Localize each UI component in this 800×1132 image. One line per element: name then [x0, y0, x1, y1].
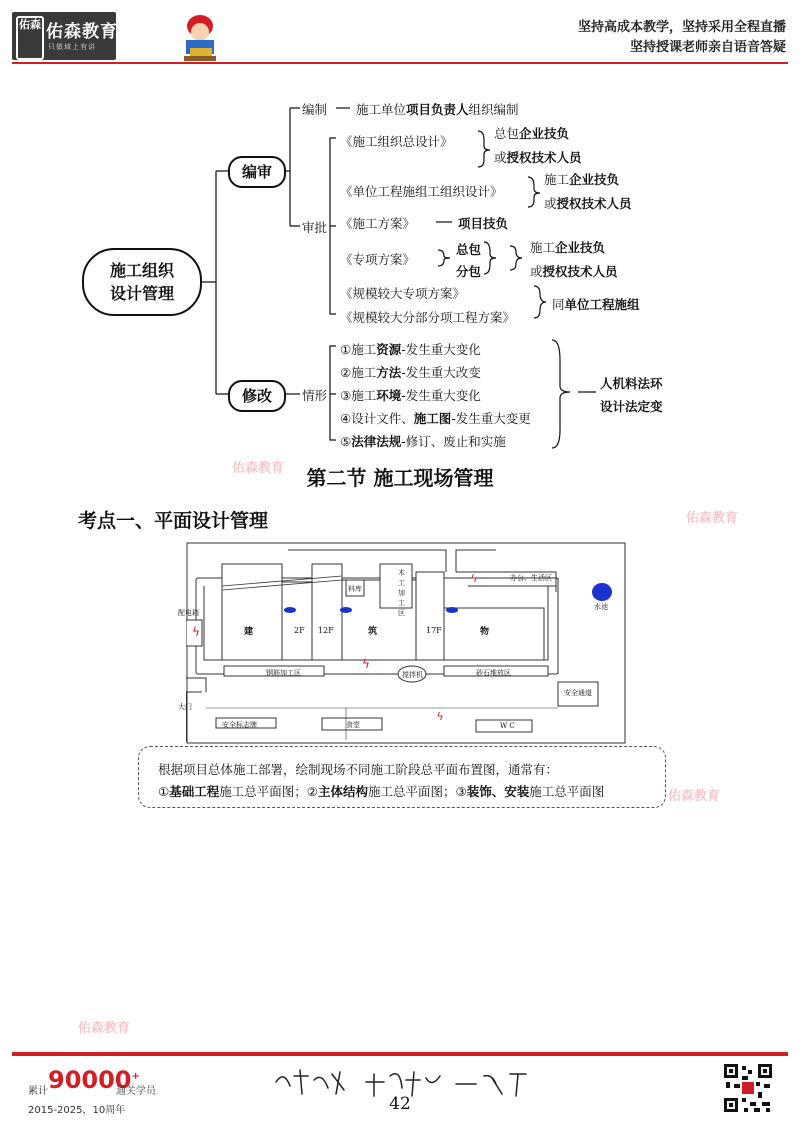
same-as-unit: 同单位工程施组: [552, 297, 640, 312]
stat-prefix: 累计: [28, 1086, 48, 1097]
ud-approver-b: 或授权技术人员: [544, 196, 632, 211]
plan-mixer: 搅拌机: [402, 671, 423, 679]
node-revise: 修改: [228, 380, 286, 412]
situation-3: ③施工环境-发生重大变化: [340, 388, 481, 403]
plan-rebar-shop: 钢筋加工区: [266, 669, 301, 677]
note-line-2: ①基础工程施工总平面图；②主体结构施工总平面图；③装饰、安装施工总平面图: [158, 784, 605, 799]
plan-distribution: 配电箱: [178, 609, 199, 617]
slogan-line-1: 坚持高成本教学，坚持采用全程直播: [577, 20, 786, 35]
qr-code-icon: [722, 1062, 774, 1114]
watermark: 佑森教育: [232, 461, 285, 476]
unit-design: 《单位工程施组工组织设计》: [340, 184, 503, 199]
sp-approver-a: 施工企业技负: [530, 240, 606, 255]
root-line-2: 设计管理: [109, 284, 174, 303]
ud-approver-a: 施工企业技负: [544, 172, 620, 187]
footer-divider: [12, 1052, 788, 1056]
plan-canteen: 食堂: [346, 721, 360, 729]
label-review: 审批: [302, 220, 328, 235]
plan-building-2: 筑: [368, 627, 378, 637]
note-line-1: 根据项目总体施工部署，绘制现场不同施工阶段总平面布置图，通常有：: [158, 762, 559, 777]
stat-suffix: 通关学员: [116, 1086, 156, 1097]
plan-office: 办公、生活区: [510, 574, 552, 582]
special-general: 总包: [456, 242, 482, 257]
label-compile: 编制: [302, 102, 328, 117]
site-plan-diagram: [186, 542, 626, 744]
stat-number: 90000+: [48, 1066, 140, 1094]
situation-2: ②施工方法-发生重大改变: [340, 365, 481, 380]
plan-sand-yard: 砂石堆放区: [476, 669, 511, 677]
situation-4: ④设计文件、施工图-发生重大变更: [340, 411, 531, 426]
root-line-1: 施工组织: [109, 261, 174, 280]
general-design: 《施工组织总设计》: [340, 134, 453, 149]
svg-text:ϟ: ϟ: [362, 657, 370, 671]
svg-text:ϟ: ϟ: [192, 625, 200, 639]
label-situation: 情形: [302, 388, 328, 403]
brand-name: 佑森教育: [46, 22, 118, 42]
mnemonic-2: 设计法定变: [600, 399, 663, 414]
svg-text:ϟ: ϟ: [436, 710, 444, 723]
scheme: 《施工方案》: [340, 216, 416, 231]
root-node: [82, 248, 202, 316]
compile-detail: 施工单位项目负责人组织编制: [356, 102, 519, 117]
special-scheme: 《专项方案》: [340, 252, 416, 267]
keypoint-title: 考点一、平面设计管理: [78, 510, 269, 532]
plan-wc: W C: [500, 722, 515, 730]
svg-text:ϟ: ϟ: [470, 572, 478, 585]
plan-building-3: 物: [480, 627, 490, 637]
plan-safety-board: 安全标志牌: [222, 721, 257, 729]
plan-water-pool: 水池: [594, 603, 608, 611]
plan-wood-shop: 木工加工区: [398, 569, 405, 617]
page-number: 42: [389, 1094, 411, 1114]
gd-approver-b: 或授权技术人员: [494, 150, 582, 165]
plan-building-1: 建: [244, 627, 254, 637]
plan-material: 料库: [348, 585, 362, 593]
watermark: 佑森教育: [686, 511, 739, 526]
plan-building-17f: 17F: [426, 626, 442, 635]
large-subsection: 《规模较大分部分项工程方案》: [340, 310, 516, 325]
situation-1: ①施工资源-发生重大变化: [340, 342, 481, 357]
plan-gate: 大门: [178, 703, 192, 711]
slogan-line-2: 坚持授课老师亲自语音答疑: [629, 40, 786, 55]
plan-building-12f: 12F: [318, 626, 334, 635]
sp-approver-b: 或授权技术人员: [530, 264, 618, 279]
section-title: 第二节 施工现场管理: [306, 466, 494, 490]
scheme-approver: 项目技负: [458, 216, 509, 231]
mnemonic-1: 人机料法环: [600, 376, 663, 391]
brand-slogan: 只做域上有讲: [48, 43, 96, 51]
plan-building-2f: 2F: [294, 626, 305, 635]
special-sub: 分包: [456, 264, 482, 279]
brand-seal: 佑森: [16, 16, 44, 60]
watermark: 佑森教育: [78, 1021, 131, 1036]
anniversary-years: 2015-2025，10周年: [28, 1105, 126, 1116]
plan-safety-channel: 安全通道: [564, 689, 592, 697]
watermark: 佑森教育: [668, 789, 721, 804]
gd-approver-a: 总包企业技负: [494, 126, 570, 141]
situation-5: ⑤法律法规-修订、废止和实施: [340, 434, 506, 449]
large-special: 《规模较大专项方案》: [340, 286, 466, 301]
node-compile-review: 编审: [228, 156, 286, 188]
